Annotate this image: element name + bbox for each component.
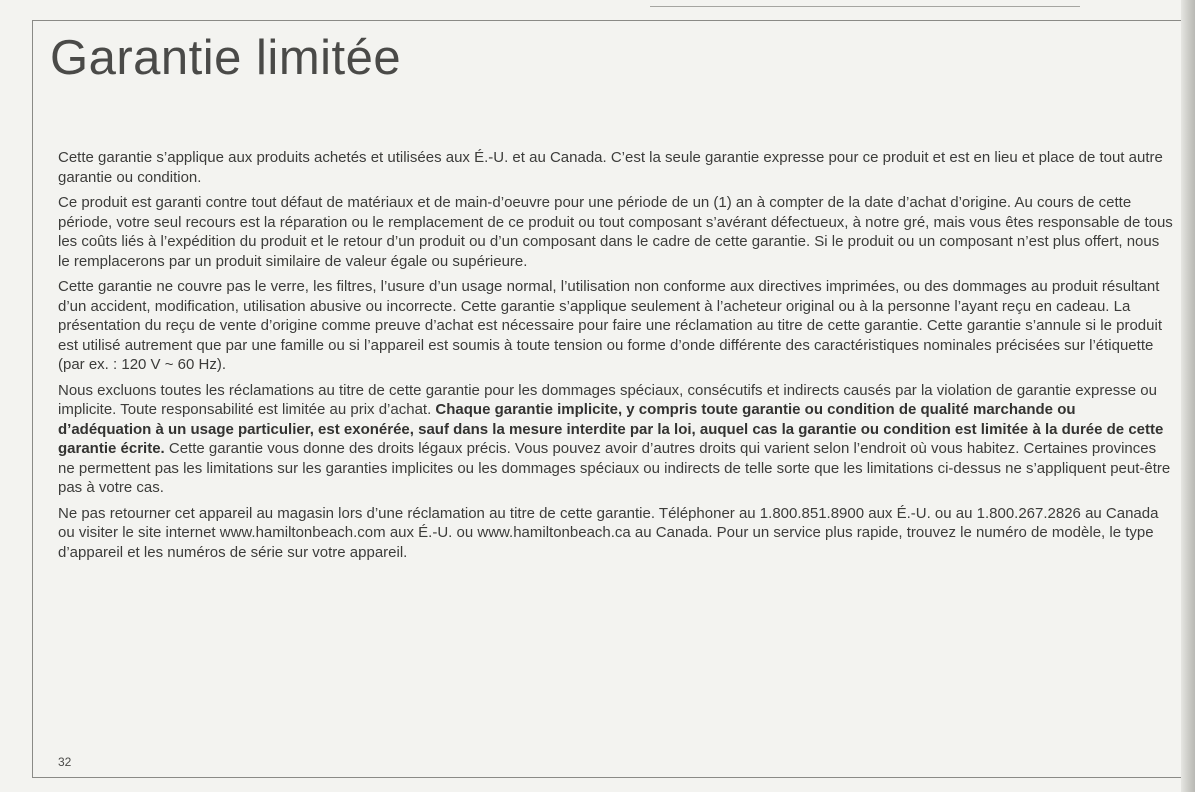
warranty-body (58, 148, 1173, 568)
paragraph-coverage: Ce produit est garanti contre tout défaut de matériaux et de main-d’oeuvre pour une période de un (1) an à compter de la date d’achat d’origine. Au cours de cette période, votre seul recours est la réparation ou le remplacement de ce produit ou tout composant s’avérant défectueux, à notre gré, mais vous êtes responsable de tous les coûts liés à l’expédition du produit et le retour d’un produit ou d’un composant dans le cadre de cette garantie. Si le produit ou un composant n’est plus offert, nous le remplacerons par un produit similaire de valeur égale ou supérieure. (58, 194, 1173, 270)
page-title: Garantie limitée (50, 31, 402, 85)
implied-warranty-disclaimer: Chaque garantie implicite, y compris toute garantie ou condition de qualité marchande ou d’adéquation à un usage particulier, est exonérée, sauf dans la mesure interdite par la loi, auquel cas la garantie ou condition est limitée à la durée de cette garantie écrite. (58, 401, 1164, 457)
limitations-intro: Nous excluons toutes les réclamations au titre de cette garantie pour les dommages spéciaux, consécutifs et indirects causés par la violation de garantie expresse ou implicite. Toute responsabilité est limitée au prix d’achat. (58, 381, 1157, 418)
limitations-rights: Cette garantie vous donne des droits légaux précis. Vous pouvez avoir d’autres droits qui varient selon l’endroit où vous habitez. Certaines provinces ne permettent pas les limitations sur les garanties implicites ou les dommages spéciaux ou indirects de telle sorte que les limitations ci-dessus ne s’appliquent peut-être pas à votre cas. (58, 440, 1171, 496)
page-edge-shadow (1181, 0, 1195, 792)
paragraph-limitations (58, 381, 1173, 498)
page-number: 32 (58, 755, 72, 769)
top-rule (650, 6, 1080, 7)
paragraph-scope: Cette garantie s’applique aux produits achetés et utilisées aux É.-U. et au Canada. C’est la seule garantie expresse pour ce produit et est en lieu et place de tout autre garantie ou condition. (58, 149, 1163, 186)
paragraph-exclusions: Cette garantie ne couvre pas le verre, les filtres, l’usure d’un usage normal, l’utilisation non conforme aux directives imprimées, ou des dommages au produit résultant d’un accident, modification, utilisation abusive ou incorrecte. Cette garantie s’applique seulement à l’acheteur original ou à la personne l’ayant reçu en cadeau. La présentation du reçu de vente d’origine comme preuve d’achat est nécessaire pour faire une réclamation au titre de cette garantie. Cette garantie s’annule si le produit est utilisé autrement que par une famille ou si l’appareil est soumis à toute tension ou forme d’onde différente des caractéristiques nominales précisées sur l’étiquette (par ex. : 120 V ~ 60 Hz). (58, 278, 1162, 373)
paragraph-contact: Ne pas retourner cet appareil au magasin lors d’une réclamation au titre de cette garantie. Téléphoner au 1.800.851.8900 aux É.-U. ou au 1.800.267.2826 au Canada ou visiter le site internet www.hamiltonbeach.com aux É.-U. ou www.hamiltonbeach.ca au Canada. Pour un service plus rapide, trouvez le numéro de modèle, le type d’appareil et les numéros de série sur votre appareil. (58, 504, 1159, 561)
